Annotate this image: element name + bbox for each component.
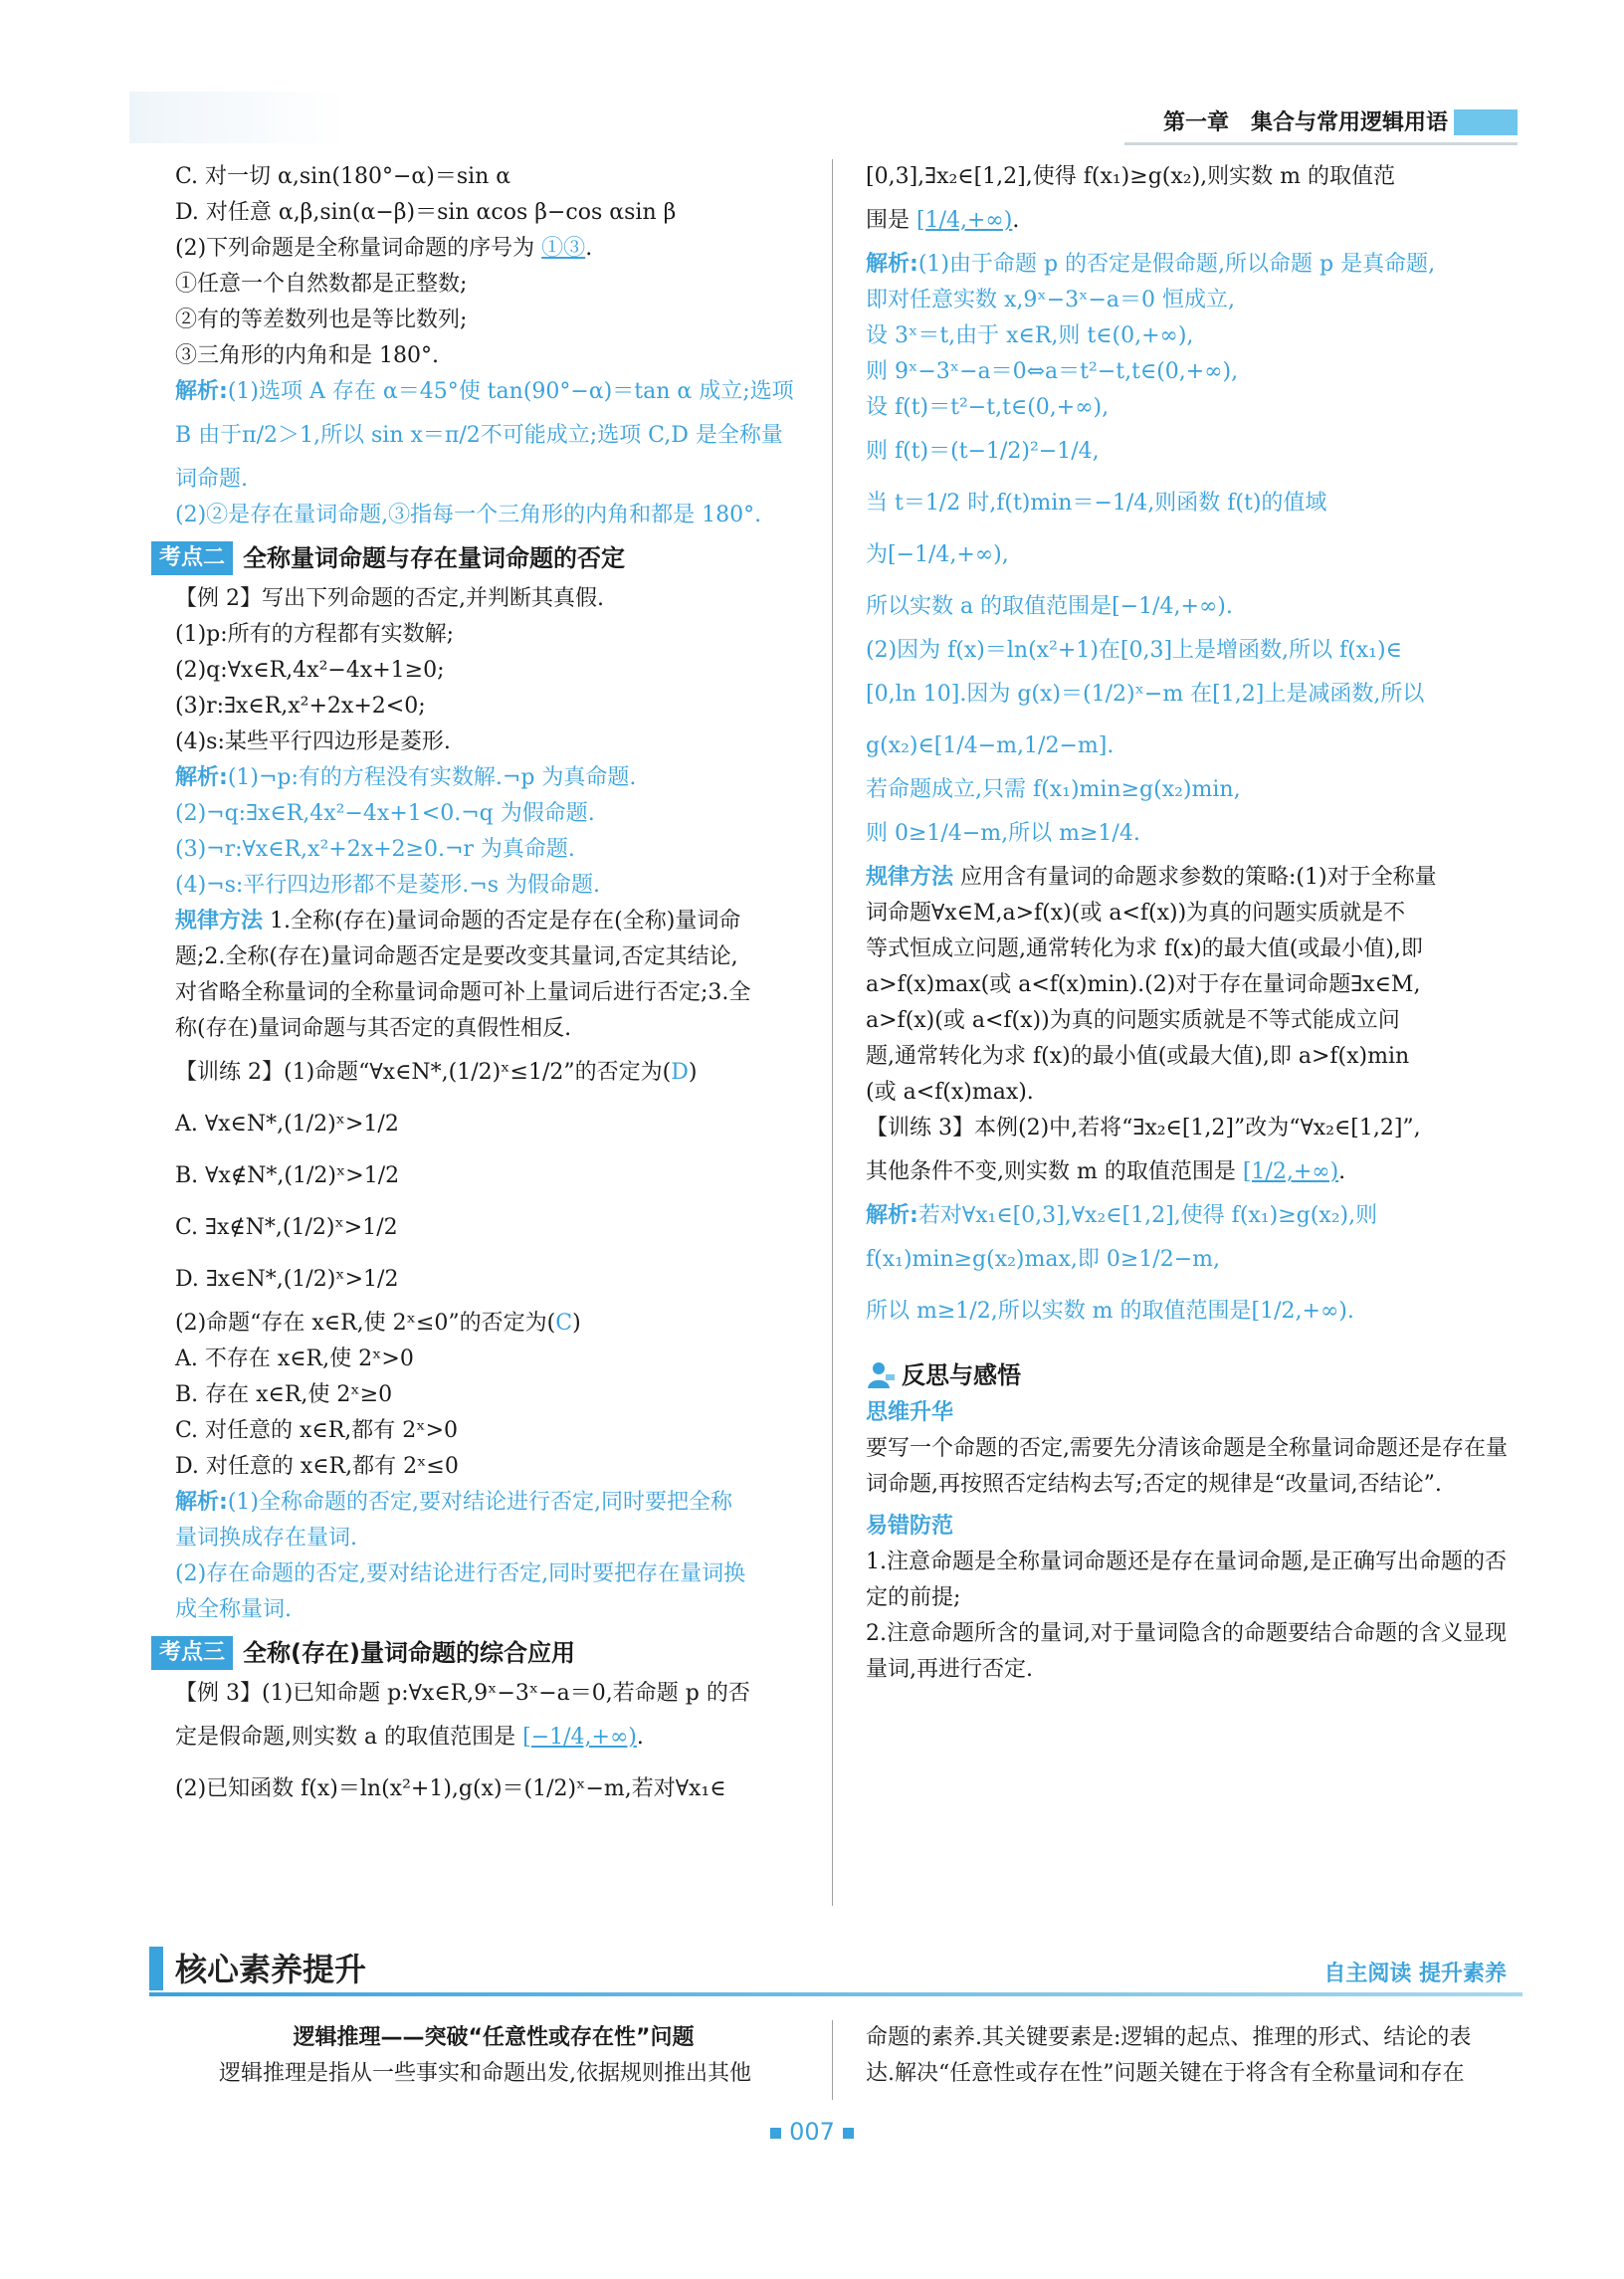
core-literacy-banner [149, 1941, 1522, 1996]
person-icon [866, 1360, 896, 1390]
solution-line: 则 f(t)＝(t−1/2)²−1/4, [866, 439, 1100, 464]
text-line: D. 对任意 α,β,sin(α−β)＝sin αcos β−cos αsin β [175, 200, 677, 225]
exercise-line: (2)命题“存在 x∈R,使 2ˣ≤0”的否定为(C) [175, 1311, 581, 1336]
example-line: 【例 3】(1)已知命题 p:∀x∈R,9ˣ−3ˣ−a＝0,若命题 p 的否 [175, 1681, 750, 1706]
exercise-line: 【训练 3】本例(2)中,若将“∃x₂∈[1,2]”改为“∀x₂∈[1,2]”, [866, 1116, 1421, 1140]
option-line: D. ∃x∈N*,(1/2)ˣ>1/2 [175, 1267, 399, 1292]
solution-line: 量词换成存在量词. [175, 1526, 357, 1551]
think-body: 要写一个命题的否定,需要先分清该命题是全称量词命题还是存在量词命题,再按照否定结构去写;否定的规律是“改量词,否结论”. [866, 1436, 1508, 1497]
answer-blank: [1/2,+∞) [1242, 1159, 1339, 1184]
banner-accent-bar [149, 1947, 163, 1990]
answer-blank: [1/4,+∞) [916, 208, 1013, 233]
method-label: 规律方法 [175, 909, 264, 933]
option-line: C. 对任意的 x∈R,都有 2ˣ>0 [175, 1418, 459, 1443]
option-line: A. ∀x∈N*,(1/2)ˣ>1/2 [175, 1112, 399, 1137]
answer-choice: D [671, 1060, 689, 1085]
section-heading-2 [151, 539, 812, 577]
solution-line: 设 3ˣ＝t,由于 x∈R,则 t∈(0,+∞), [866, 323, 1194, 348]
solution-line: f(x₁)min≥g(x₂)max,即 0≥1/2−m, [866, 1247, 1221, 1272]
solution-line: (2)存在命题的否定,要对结论进行否定,同时要把存在量词换 [175, 1561, 746, 1586]
bottom-left-column [175, 2020, 812, 2092]
text-line: a>f(x)(或 a<f(x))为真的问题实质就是不等式能成立问 [866, 1008, 1400, 1033]
text-line: 词命题∀x∈M,a>f(x)(或 a<f(x))为真的问题实质就是不 [866, 901, 1406, 926]
error-item: 2.注意命题所含的量词,对于量词隐含的命题要结合命题的含义显现量词,再进行否定. [866, 1621, 1507, 1682]
solution-line: 若命题成立,只需 f(x₁)min≥g(x₂)min, [866, 777, 1241, 802]
solution-line: 所以 m≥1/2,所以实数 m 的取值范围是[1/2,+∞). [866, 1299, 1354, 1324]
solution-label: 解析: [175, 765, 228, 790]
solution-line: (3)¬r:∀x∈R,x²+2x+2≥0.¬r 为真命题. [175, 837, 575, 862]
header-accent-bar [1454, 109, 1518, 135]
solution-line: (4)¬s:平行四边形都不是菱形.¬s 为假命题. [175, 873, 601, 898]
text-line: [0,3],∃x₂∈[1,2],使得 f(x₁)≥g(x₂),则实数 m 的取值范 [866, 164, 1396, 189]
column-divider [832, 2020, 833, 2100]
error-item: 1.注意命题是全称量词命题还是存在量词命题,是正确写出命题的否定的前提; [866, 1550, 1507, 1610]
question-line: 围是 [1/4,+∞). [866, 208, 1020, 233]
page-number: 007 [0, 2118, 1624, 2146]
text-line: C. 对一切 α,sin(180°−α)＝sin α [175, 164, 511, 189]
option-line: A. 不存在 x∈R,使 2ˣ>0 [175, 1347, 414, 1371]
banner-title: 核心素养提升 [175, 1951, 367, 1988]
text-line: (3)r:∃x∈R,x²+2x+2<0; [175, 694, 426, 719]
page-header [129, 100, 1518, 145]
answer-blank: [−1/4,+∞) [522, 1725, 637, 1750]
header-rule [1124, 142, 1518, 145]
option-line: B. 存在 x∈R,使 2ˣ≥0 [175, 1382, 393, 1407]
text-line: (4)s:某些平行四边形是菱形. [175, 729, 451, 754]
section-title: 全称(存在)量词命题的综合应用 [243, 1639, 575, 1667]
question-line: (2)下列命题是全称量词命题的序号为 ①③. [175, 236, 593, 261]
left-column [159, 159, 812, 1815]
section-badge: 考点二 [151, 541, 233, 575]
text-line: (2)q:∀x∈R,4x²−4x+1≥0; [175, 658, 445, 683]
text-line: (或 a<f(x)max). [866, 1080, 1034, 1105]
bottom-right-column [866, 2020, 1515, 2092]
text-line: a>f(x)max(或 a<f(x)min).(2)对于存在量词命题∃x∈M, [866, 972, 1421, 997]
section-title: 全称量词命题与存在量词命题的否定 [243, 544, 626, 572]
question-line: 其他条件不变,则实数 m 的取值范围是 [1/2,+∞). [866, 1159, 1346, 1184]
section-badge: 考点三 [151, 1636, 233, 1670]
reflection-title: 反思与感悟 [902, 1361, 1021, 1389]
reflection-heading [866, 1355, 1515, 1395]
answer-choice: C [555, 1311, 573, 1336]
error-heading: 易错防范 [866, 1514, 954, 1539]
article-title: 逻辑推理——突破“任意性或存在性”问题 [293, 2025, 695, 2050]
solution-line: 则 0≥1/4−m,所以 m≥1/4. [866, 821, 1140, 846]
solution-line: 解析:(1)¬p:有的方程没有实数解.¬p 为真命题. [175, 765, 637, 790]
solution-line: 当 t＝1/2 时,f(t)min＝−1/4,则函数 f(t)的值域 [866, 491, 1327, 516]
solution-line: g(x₂)∈[1/4−m,1/2−m]. [866, 733, 1115, 758]
solution-line: (2)②是存在量词命题,③指每一个三角形的内角和都是 180°. [175, 503, 762, 527]
article-text: 逻辑推理是指从一些事实和命题出发,依据规则推出其他 [219, 2061, 751, 2086]
solution-line: (2)¬q:∃x∈R,4x²−4x+1<0.¬q 为假命题. [175, 801, 595, 826]
answer-blank: ①③ [541, 236, 586, 261]
option-line: C. ∃x∉N*,(1/2)ˣ>1/2 [175, 1215, 398, 1240]
page-marker-icon [843, 2128, 854, 2139]
solution-label: 解析: [866, 252, 918, 277]
chapter-title: 第一章 集合与常用逻辑用语 [1162, 110, 1448, 135]
exercise-line: 【训练 2】(1)命题“∀x∈N*,(1/2)ˣ≤1/2”的否定为(D) [175, 1060, 698, 1085]
method-line: 规律方法 1.全称(存在)量词命题的否定是存在(全称)量词命 [175, 909, 741, 933]
text-line: ③三角形的内角和是 180°. [175, 343, 439, 368]
banner-subtitle: 自主阅读 提升素养 [1323, 1962, 1507, 1986]
solution-line: 所以实数 a 的取值范围是[−1/4,+∞). [866, 594, 1233, 619]
text-line: 题;2.全称(存在)量词命题否定是要改变其量词,否定其结论, [175, 944, 738, 969]
article-text: 达.解决“任意性或存在性”问题关键在于将含有全称量词和存在 [866, 2061, 1465, 2086]
option-line: B. ∀x∉N*,(1/2)ˣ>1/2 [175, 1163, 400, 1188]
text-line: 题,通常转化为求 f(x)的最小值(或最大值),即 a>f(x)min [866, 1044, 1410, 1069]
option-line: D. 对任意的 x∈R,都有 2ˣ≤0 [175, 1454, 459, 1479]
method-line: 规律方法 应用含有量词的命题求参数的策略:(1)对于全称量 [866, 865, 1437, 890]
solution-label: 解析: [866, 1203, 918, 1228]
page-marker-icon [770, 2128, 781, 2139]
solution-line: [0,ln 10].因为 g(x)＝(1/2)ˣ−m 在[1,2]上是减函数,所以 [866, 682, 1425, 707]
text-line: (1)p:所有的方程都有实数解; [175, 622, 455, 647]
text-line: 对省略全称量词的全称量词命题可补上量词后进行否定;3.全 [175, 980, 751, 1005]
solution-line: 解析:(1)由于命题 p 的否定是假命题,所以命题 p 是真命题, [866, 252, 1436, 277]
text-line: (2)已知函数 f(x)＝ln(x²+1),g(x)＝(1/2)ˣ−m,若对∀x₁∈ [175, 1776, 726, 1801]
text-line: 等式恒成立问题,通常转化为求 f(x)的最大值(或最小值),即 [866, 936, 1423, 961]
solution-line: 词命题. [175, 467, 248, 492]
solution-line: 解析:(1)全称命题的否定,要对结论进行否定,同时要把全称 [175, 1490, 732, 1515]
solution-line: 即对任意实数 x,9ˣ−3ˣ−a＝0 恒成立, [866, 288, 1236, 312]
solution-line: 设 f(t)＝t²−t,t∈(0,+∞), [866, 395, 1110, 420]
think-heading: 思维升华 [866, 1400, 954, 1425]
text-line: 称(存在)量词命题与其否定的真假性相反. [175, 1016, 572, 1041]
text-line: ②有的等差数列也是等比数列; [175, 308, 468, 332]
solution-line: 则 9ˣ−3ˣ−a＝0⇔a＝t²−t,t∈(0,+∞), [866, 359, 1239, 384]
article-text: 命题的素养.其关键要素是:逻辑的起点、推理的形式、结论的表 [866, 2025, 1472, 2050]
solution-line: 解析:若对∀x₁∈[0,3],∀x₂∈[1,2],使得 f(x₁)≥g(x₂),则 [866, 1203, 1378, 1228]
column-divider [832, 159, 833, 1906]
method-label: 规律方法 [866, 865, 954, 890]
example-line: 【例 2】写出下列命题的否定,并判断其真假. [175, 586, 604, 611]
solution-label: 解析: [175, 379, 228, 404]
solution-label: 解析: [175, 1490, 228, 1515]
question-line: 定是假命题,则实数 a 的取值范围是 [−1/4,+∞). [175, 1725, 644, 1750]
solution-line: 为[−1/4,+∞), [866, 542, 1009, 567]
solution-line: (2)因为 f(x)＝ln(x²+1)在[0,3]上是增函数,所以 f(x₁)∈ [866, 638, 1402, 663]
solution-line: 解析:(1)选项 A 存在 α＝45°使 tan(90°−α)＝tan α 成立;选项 [175, 379, 794, 404]
banner-underline [149, 1992, 1522, 1996]
solution-line: 成全称量词. [175, 1597, 292, 1622]
section-heading-3 [151, 1634, 812, 1672]
right-column [866, 159, 1515, 1688]
solution-line: B 由于π/2＞1,所以 sin x＝π/2不可能成立;选项 C,D 是全称量 [175, 423, 783, 448]
text-line: ①任意一个自然数都是正整数; [175, 272, 468, 297]
header-decoration [129, 92, 348, 143]
